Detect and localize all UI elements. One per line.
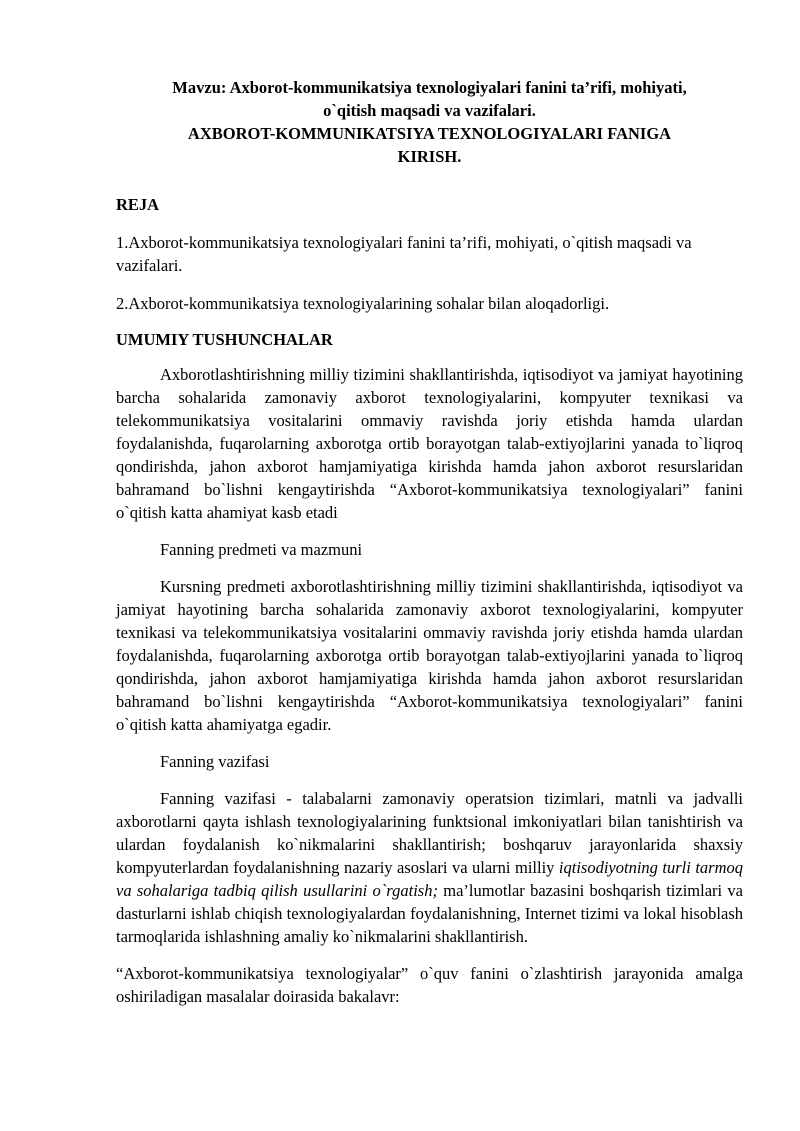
paragraph: Axborotlashtirishning milliy tizimini shakllantirishda, iqtisodiyot va jamiyat hayotining barcha sohalarida zamonaviy axborot texnologiyalarini, kompyuter texnikasi va telekommunikatsiya vositalarini ommaviy ravishda joriy etishda hamda ulardan foydalanishda, fuqarolarning axborotga ortib borayotgan talab-extiyojlarini yanada to`liqroq qondirishda, jahon axborot hamjamiyatiga kirishda hamda jahon axborot resurslaridan bahramand bo`lishni kengaytirishda “Axborot-kommunikatsiya texnologiyalari” fanini o`qitish katta ahamiyat kasb etadi [116, 365, 743, 522]
title-line: Mavzu: Axborot-kommunikatsiya texnologiyalari fanini ta’rifi, mohiyati, [172, 78, 687, 97]
paragraph-text: Fanning vazifasi - talabalarni zamonaviy operatsion tizimlari, matnli va jadvalli axborotlarni qayta ishlash texnologiyalarining funktsional imkoniyatlari bilan tanishtirish va ulardan foydalanish ko`nikmalarini shakllantirish; boshqaruv jarayonlarida shaxsiy kompyuterlardan foydalanishning nazariy asoslari va ularni milliy [116, 789, 743, 877]
title-line: AXBOROT-KOMMUNIKATSIYA TEXNOLOGIYALARI FANIGA [187, 124, 672, 143]
title-line: o`qitish maqsadi va vazifalari. [323, 101, 536, 120]
paragraph: Kursning predmeti axborotlashtirishning milliy tizimini shakllantirishda, iqtisodiyot va jamiyat hayotining barcha sohalarida zamonaviy axborot texnologiyalarini, kompyuter texnikasi va telekommunikatsiya vositalarini ommaviy ravishda joriy etishda hamda ulardan foydalanishda, fuqarolarning axborotga ortib borayotgan talab-extiyojlarini yanada to`liqroq qondirishda, jahon axborot hamjamiyatiga kirishda hamda jahon axborot resurslaridan bahramand bo`lishni kengaytirishda “Axborot-kommunikatsiya texnologiyalari” fanini o`qitish katta ahamiyatga egadir. [116, 577, 743, 734]
subheading: Fanning predmeti va mazmuni [160, 540, 363, 559]
subheading: Fanning vazifasi [160, 752, 270, 771]
section-heading: UMUMIY TUSHUNCHALAR [116, 330, 333, 349]
reja-item: 1.Axborot-kommunikatsiya texnologiyalari fanini ta’rifi, mohiyati, o`qitish maqsadi va vazifalari. [116, 233, 692, 275]
paragraph [116, 787, 743, 948]
title-line: KIRISH. [397, 147, 462, 166]
paragraph-text: ma’lumotlar bazasini boshqarish tizimlari va dasturlarni ishlab chiqish texnologiyalardan foydalanishning, Internet tizimi va lokal hisoblash tarmoqlarida ishlashning amaliy ko`nikmalarini shakllantirish. [116, 881, 743, 946]
document-title [116, 76, 743, 168]
document-page [116, 76, 743, 1008]
paragraph: “Axborot-kommunikatsiya texnologiyalar” o`quv fanini o`zlashtirish jarayonida amalga oshiriladigan masalalar doirasida bakalavr: [116, 964, 743, 1006]
reja-item: 2.Axborot-kommunikatsiya texnologiyalarining sohalar bilan aloqadorligi. [116, 294, 610, 313]
paragraph-italic-text: iqtisodiyotning turli tarmoq va sohalariga tadbiq qilish usullarini o`rgatish; [116, 858, 743, 900]
reja-heading: REJA [116, 195, 160, 214]
